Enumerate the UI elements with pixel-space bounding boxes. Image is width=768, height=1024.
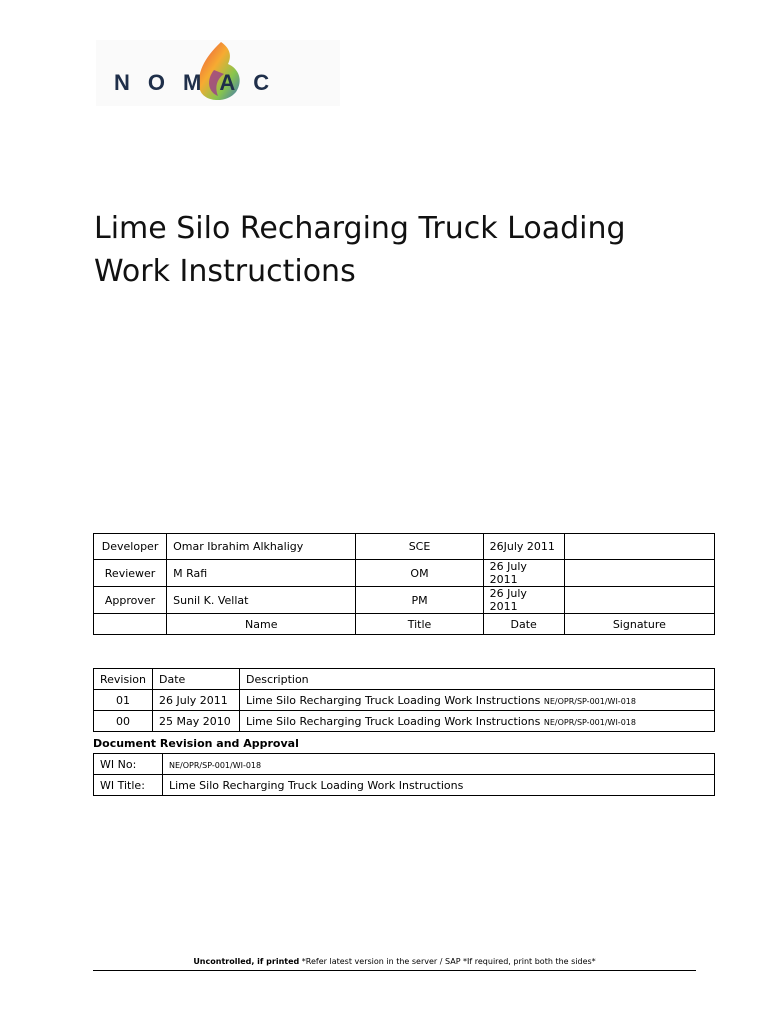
role-header xyxy=(94,614,167,635)
description-text: Lime Silo Recharging Truck Loading Work Instructions xyxy=(246,714,541,728)
revision-table xyxy=(93,668,715,732)
document-code: NE/OPR/SP-001/WI-018 xyxy=(543,717,636,727)
wi-title-row xyxy=(94,775,715,796)
revision-cell: 00 xyxy=(94,711,153,732)
date-cell: 26 July 2011 xyxy=(483,560,564,587)
name-cell: M Rafi xyxy=(167,560,356,587)
role-cell: Developer xyxy=(94,534,167,560)
document-title xyxy=(94,207,694,293)
wi-table xyxy=(93,753,715,796)
logo-wordmark: NOMAC xyxy=(114,70,288,95)
date-cell: 26 July 2011 xyxy=(153,690,240,711)
wi-number-value xyxy=(163,754,715,775)
approval-row xyxy=(94,560,715,587)
revision-row xyxy=(94,711,715,732)
document-code: NE/OPR/SP-001/WI-018 xyxy=(543,696,636,706)
approval-header-row xyxy=(94,614,715,635)
signature-cell xyxy=(564,560,714,587)
title-cell: SCE xyxy=(356,534,483,560)
signature-header: Signature xyxy=(564,614,714,635)
wi-title-label: WI Title: xyxy=(94,775,163,796)
date-cell: 26July 2011 xyxy=(483,534,564,560)
wi-title-value: Lime Silo Recharging Truck Loading Work Instructions xyxy=(163,775,715,796)
description-header: Description xyxy=(240,669,715,690)
name-cell: Sunil K. Vellat xyxy=(167,587,356,614)
revision-header-row xyxy=(94,669,715,690)
footer-bold-text: Uncontrolled, if printed xyxy=(193,957,300,966)
name-header: Name xyxy=(167,614,356,635)
signature-cell xyxy=(564,587,714,614)
title-header: Title xyxy=(356,614,483,635)
wi-number-row xyxy=(94,754,715,775)
date-header: Date xyxy=(153,669,240,690)
description-cell xyxy=(240,711,715,732)
approval-row xyxy=(94,587,715,614)
company-logo xyxy=(96,40,340,106)
role-cell: Reviewer xyxy=(94,560,167,587)
footer-note: *Refer latest version in the server / SAP *If required, print both the sides* xyxy=(299,957,596,966)
description-cell xyxy=(240,690,715,711)
role-cell: Approver xyxy=(94,587,167,614)
wi-number-label: WI No: xyxy=(94,754,163,775)
title-line-1: Lime Silo Recharging Truck Loading xyxy=(94,211,626,246)
page-footer xyxy=(93,957,696,966)
wi-number-text: NE/OPR/SP-001/WI-018 xyxy=(169,760,262,770)
name-cell: Omar Ibrahim Alkhaligy xyxy=(167,534,356,560)
description-text: Lime Silo Recharging Truck Loading Work Instructions xyxy=(246,693,541,707)
date-header: Date xyxy=(483,614,564,635)
approval-table xyxy=(93,533,715,635)
title-line-2: Work Instructions xyxy=(94,254,356,289)
revision-cell: 01 xyxy=(94,690,153,711)
revision-row xyxy=(94,690,715,711)
approval-row xyxy=(94,534,715,560)
footer-divider xyxy=(93,970,696,971)
date-cell: 26 July 2011 xyxy=(483,587,564,614)
signature-cell xyxy=(564,534,714,560)
title-cell: OM xyxy=(356,560,483,587)
date-cell: 25 May 2010 xyxy=(153,711,240,732)
section-label: Document Revision and Approval xyxy=(93,737,299,750)
title-cell: PM xyxy=(356,587,483,614)
revision-header: Revision xyxy=(94,669,153,690)
